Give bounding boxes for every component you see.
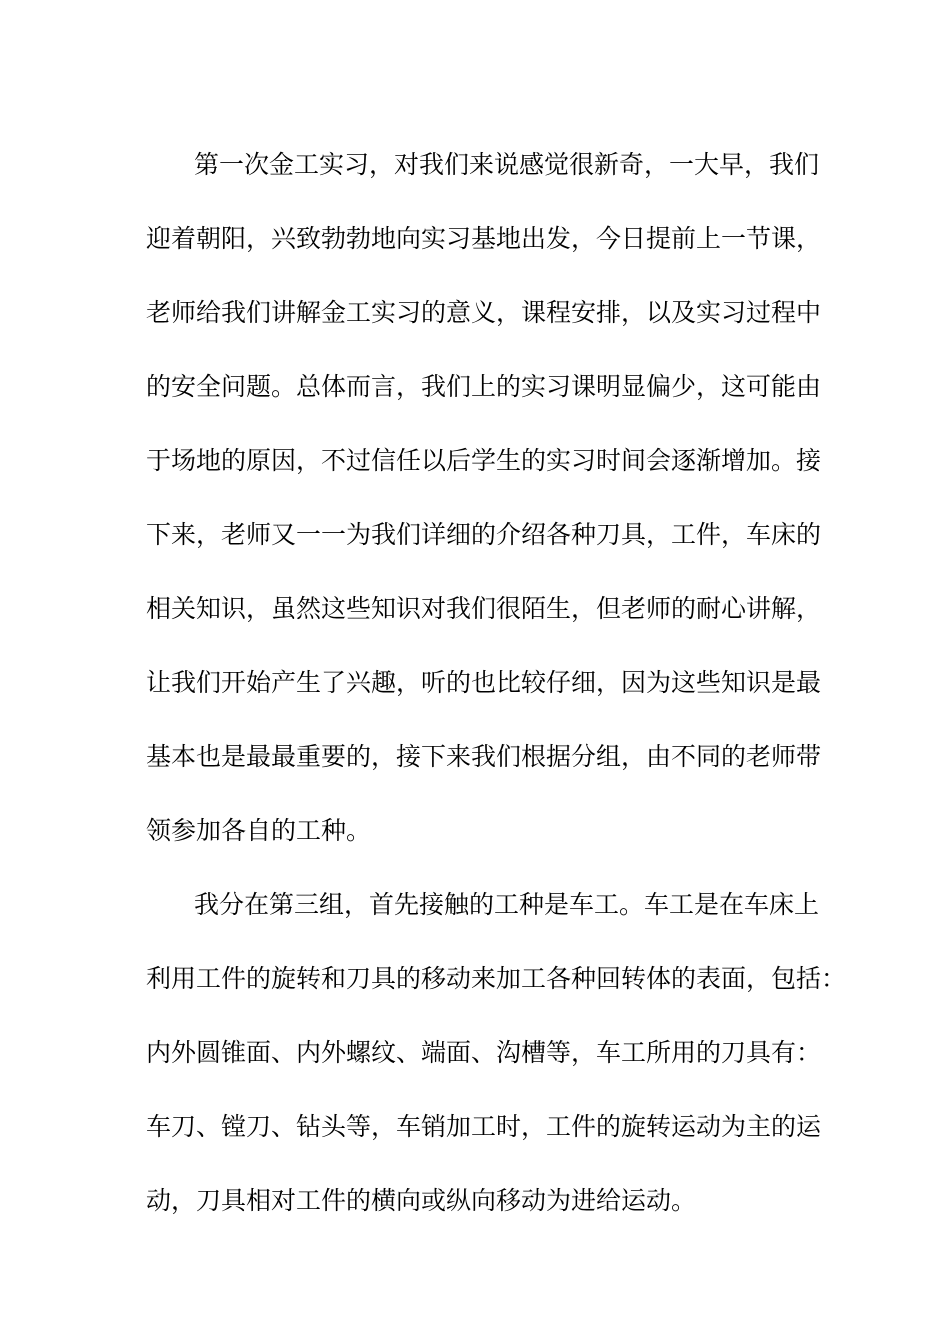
text-line: 的安全问题。总体而言，我们上的实习课明显偏少，这可能由 <box>146 372 822 401</box>
body-text <box>146 128 847 1238</box>
text-line: 车刀、镗刀、钻头等，车销加工时，工件的旋转运动为主的运 <box>146 1112 822 1141</box>
text-line: 第一次金工实习，对我们来说感觉很新奇，一大早，我们 <box>194 150 820 179</box>
text-line: 内外圆锥面、内外螺纹、端面、沟槽等，车工所用的刀具有： <box>146 1038 822 1067</box>
text-line: 于场地的原因，不过信任以后学生的实习时间会逐渐增加。接 <box>146 446 822 475</box>
paragraph-1 <box>146 128 826 868</box>
text-line: 迎着朝阳，兴致勃勃地向实习基地出发，今日提前上一节课， <box>146 224 822 253</box>
text-line: 领参加各自的工种。 <box>146 816 372 845</box>
text-line: 动，刀具相对工件的横向或纵向移动为进给运动。 <box>146 1186 697 1215</box>
text-line: 老师给我们讲解金工实习的意义，课程安排，以及实习过程中 <box>146 298 822 327</box>
paragraph-2 <box>146 868 847 1238</box>
text-line: 利用工件的旋转和刀具的移动来加工各种回转体的表面，包括： <box>146 964 847 993</box>
text-line: 我分在第三组，首先接触的工种是车工。车工是在车床上 <box>194 890 820 919</box>
text-line: 下来，老师又一一为我们详细的介绍各种刀具，工件，车床的 <box>146 520 822 549</box>
text-line: 相关知识，虽然这些知识对我们很陌生，但老师的耐心讲解， <box>146 594 822 623</box>
text-line: 基本也是最最重要的，接下来我们根据分组，由不同的老师带 <box>146 742 822 771</box>
text-line: 让我们开始产生了兴趣，听的也比较仔细，因为这些知识是最 <box>146 668 822 697</box>
